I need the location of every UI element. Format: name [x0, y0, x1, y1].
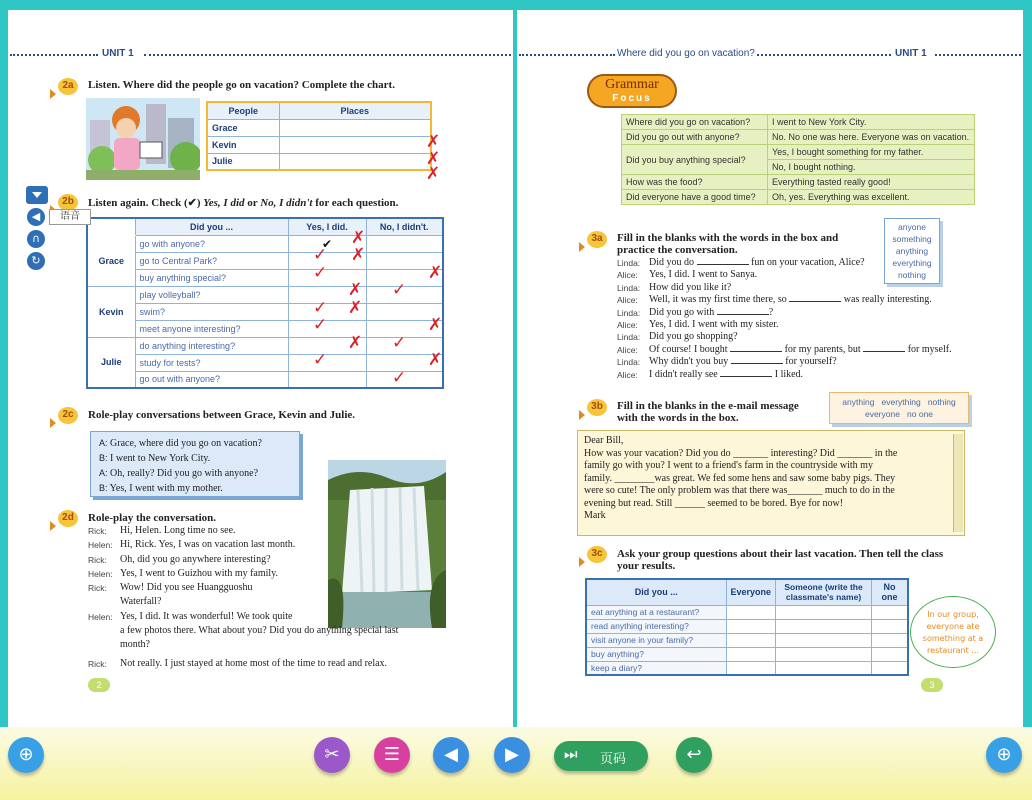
- chart-2a: [206, 101, 432, 171]
- survey-cell[interactable]: [872, 661, 908, 675]
- blank-input[interactable]: [720, 376, 772, 377]
- badge-3a: 3a: [579, 231, 607, 253]
- chevron-down-icon: [32, 192, 42, 198]
- badge-2a: 2a: [50, 78, 78, 100]
- survey-cell[interactable]: [726, 661, 776, 675]
- blank-input[interactable]: [789, 301, 841, 302]
- place-input-julie[interactable]: [279, 153, 431, 170]
- page-number-right: 3: [921, 678, 943, 692]
- table-row: Julie do anything interesting?: [87, 337, 443, 354]
- table-row: swim?: [87, 303, 443, 320]
- blank-input[interactable]: [730, 351, 782, 352]
- table-row: go to Central Park?: [87, 252, 443, 269]
- headphones-icon[interactable]: ∩: [27, 230, 45, 248]
- chart-2b: [86, 217, 444, 389]
- table-row: keep a diary?: [586, 661, 908, 675]
- survey-cell[interactable]: [776, 661, 872, 675]
- person-julie: Julie: [87, 337, 135, 388]
- red-check-mark: ✓: [392, 368, 407, 388]
- survey-cell[interactable]: [872, 605, 908, 619]
- tools-icon: ✂: [324, 744, 340, 765]
- right-header-title: Where did you go on vacation?: [617, 48, 755, 59]
- waterfall-photo: [328, 460, 446, 628]
- survey-cell[interactable]: [872, 619, 908, 633]
- dialog-2c: A: Grace, where did you go on vacation? B: I went to New York City. A: Oh, really? Did you go with anyone? B: Yes, I went with my mother.: [90, 431, 300, 497]
- table-row: Where did you go on vacation? I went to New York City.: [622, 115, 975, 130]
- table-row: No, I bought nothing.: [622, 160, 975, 175]
- survey-cell[interactable]: [726, 619, 776, 633]
- table-row: Kevin: [207, 136, 431, 153]
- previous-page-button[interactable]: [433, 737, 469, 773]
- table-row: buy anything?: [586, 647, 908, 661]
- table-row: How was the food? Everything tasted really good!: [622, 175, 975, 190]
- instruction-2c: Role-play conversations between Grace, Kevin and Julie.: [88, 409, 356, 421]
- zoom-in-right-button[interactable]: [986, 737, 1022, 773]
- email-message[interactable]: Dear Bill, How was your vacation? Did you do _______ interesting? Did _______ in the family go with you? I went to a friend's farm in the countryside with my family. ________was great. We fed some hens and saw some baby pigs. They were so cute! The only problem was that there was_______ much to do in the evening but read. Still ______ seemed to be bored. Bye for now! Mark: [577, 430, 965, 536]
- speaker-icon[interactable]: ◀: [27, 208, 45, 226]
- yes-cell[interactable]: ✔: [288, 235, 366, 252]
- table-row: Did you buy anything special? Yes, I bought something for my father.: [622, 145, 975, 160]
- yes-cell[interactable]: [288, 371, 366, 388]
- red-cross-mark: ✗: [426, 164, 441, 184]
- table-row: Grace go with anyone? ✔: [87, 235, 443, 252]
- blank-input[interactable]: [863, 351, 905, 352]
- grammar-table: [621, 114, 975, 205]
- survey-cell[interactable]: [726, 647, 776, 661]
- col-places: Places: [279, 102, 431, 119]
- table-row: eat anything at a restaurant?: [586, 605, 908, 619]
- red-cross-mark: ✗: [426, 132, 441, 152]
- word-box-3b: anything everything nothing everyone no one: [829, 392, 969, 424]
- return-button[interactable]: [676, 737, 712, 773]
- page-number-left: 2: [88, 678, 110, 692]
- page-jump-button[interactable]: [554, 741, 648, 771]
- instruction-2d: Role-play the conversation.: [88, 512, 217, 524]
- badge-2c: 2c: [50, 407, 78, 429]
- arrow-right-icon: ▶: [505, 744, 519, 765]
- red-cross-mark: ✗: [428, 263, 443, 283]
- table-row: study for tests?: [87, 354, 443, 371]
- red-cross-mark: ✗: [351, 245, 366, 265]
- tools-button[interactable]: [314, 737, 350, 773]
- red-check-mark: ✓: [313, 315, 328, 335]
- badge-2d: 2d: [50, 510, 78, 532]
- blank-input[interactable]: [717, 314, 769, 315]
- red-check-mark: ✓: [392, 280, 407, 300]
- table-row: meet anyone interesting?: [87, 320, 443, 337]
- survey-cell[interactable]: [726, 633, 776, 647]
- right-unit-label: UNIT 1: [895, 48, 927, 59]
- red-cross-mark: ✗: [348, 298, 363, 318]
- fast-forward-icon: ⏭: [564, 745, 578, 763]
- survey-cell[interactable]: [726, 605, 776, 619]
- red-check-mark: ✓: [313, 298, 328, 318]
- table-row: Julie: [207, 153, 431, 170]
- survey-cell[interactable]: [776, 633, 872, 647]
- conversation-2d: Rick: Hi, Helen. Long time no see. Helen: Hi, Rick. Yes, I was on vacation last month. Rick: Oh, did you go anywhere interesting? Helen: Yes, I went to Guizhou with my family. Rick: Wow! Did you see Huangguoshu Waterfall? Helen: Yes, I did. It was wonderful! We took quite a few photos there. What about you? Did you do anything special last month? Rick: Not really. I just stayed at home most of the time to read and relax.: [88, 525, 399, 669]
- red-cross-mark: ✗: [426, 149, 441, 169]
- instruction-3a: Fill in the blanks with the words in the box and practice the conversation.: [617, 232, 839, 256]
- instruction-3c: Ask your group questions about their last vacation. Then tell the class your results.: [617, 548, 944, 572]
- no-cell[interactable]: [366, 235, 443, 252]
- zoom-in-left-button[interactable]: [8, 737, 44, 773]
- instruction-3b: Fill in the blanks in the e-mail message with the words in the box.: [617, 400, 799, 424]
- left-header: [8, 47, 513, 63]
- zoom-in-icon: ⊕: [18, 744, 34, 765]
- red-cross-mark: ✗: [428, 350, 443, 370]
- place-input-grace[interactable]: [279, 119, 431, 136]
- table-row: Grace: [207, 119, 431, 136]
- survey-cell[interactable]: [776, 605, 872, 619]
- red-cross-mark: ✗: [351, 228, 366, 248]
- zoom-in-icon: ⊕: [996, 744, 1012, 765]
- table-row: Did everyone have a good time? Oh, yes. Everything was excellent.: [622, 190, 975, 205]
- col-did-you: Did you ...: [135, 218, 288, 235]
- return-icon: ↩: [686, 744, 702, 765]
- grammar-focus-badge: Grammar Focus: [587, 74, 677, 108]
- page-jump-label: 页码: [600, 752, 627, 767]
- listening-illustration: [86, 98, 200, 180]
- list-icon: ☰: [383, 744, 401, 765]
- left-page: [8, 10, 513, 727]
- red-cross-mark: ✗: [428, 315, 443, 335]
- red-cross-mark: ✗: [348, 333, 363, 353]
- instruction-2a: Listen. Where did the people go on vacation? Complete the chart.: [88, 79, 395, 91]
- email-scrollbar[interactable]: [953, 434, 963, 532]
- conversation-3a: Linda: Did you do fun on your vacation, Alice? Alice: Yes, I did. I went to Sanya. Linda: How did you like it? Alice: Well, it was my first time there, so was really interesting. Linda: Did you go with ? Alice: Yes, I did. I went with my sister. Linda: Did you go shopping? Alice: Of course! I bought for my parents, but for myself. Linda: Why didn't you buy for yourself? Alice: I didn't really see I liked.: [617, 257, 952, 380]
- table-row: go out with anyone?: [87, 371, 443, 388]
- menu-button[interactable]: [374, 737, 410, 773]
- red-cross-mark: ✗: [348, 280, 363, 300]
- right-header: [517, 47, 1023, 63]
- survey-cell[interactable]: [776, 619, 872, 633]
- blank-input[interactable]: [731, 363, 783, 364]
- next-page-button[interactable]: [494, 737, 530, 773]
- red-check-mark: ✓: [313, 350, 328, 370]
- right-page: [517, 10, 1023, 727]
- bottom-toolbar: [0, 727, 1032, 800]
- dropdown-toggle[interactable]: [26, 186, 48, 204]
- survey-cell[interactable]: [872, 647, 908, 661]
- word-box-3a: anyone something anything everything nothing: [884, 218, 940, 284]
- badge-2b: 2b: [50, 194, 78, 216]
- table-row: buy anything special?: [87, 269, 443, 286]
- person-kevin: Kevin: [87, 286, 135, 337]
- badge-3b: 3b: [579, 399, 607, 421]
- col-yes: Yes, I did.: [288, 218, 366, 235]
- person-grace: Grace: [87, 235, 135, 286]
- table-row: Kevin play volleyball?: [87, 286, 443, 303]
- col-people: People: [207, 102, 279, 119]
- arrow-left-icon: ◀: [444, 744, 458, 765]
- blank-input[interactable]: [697, 264, 749, 265]
- table-row: visit anyone in your family?: [586, 633, 908, 647]
- col-no: No, I didn't.: [366, 218, 443, 235]
- survey-cell[interactable]: [776, 647, 872, 661]
- left-unit-label: UNIT 1: [102, 48, 134, 59]
- speech-bubble: In our group, everyone ate something at a restaurant ...: [910, 596, 996, 668]
- survey-table: Did you ... Everyone Someone (write the classmate's name) No one eat anything at a restaurant? read anything interesting? visit anyone in your family? buy anything? keep a diary?: [585, 578, 909, 676]
- red-check-mark: ✓: [392, 333, 407, 353]
- red-check-mark: ✓: [313, 245, 328, 265]
- instruction-2b: Listen again. Check (✔) Yes, I did or No, I didn't for each question.: [88, 197, 399, 209]
- table-row: read anything interesting?: [586, 619, 908, 633]
- place-input-kevin[interactable]: [279, 136, 431, 153]
- badge-3c: 3c: [579, 546, 607, 568]
- red-check-mark: ✓: [313, 263, 328, 283]
- audio-label[interactable]: 语音: [49, 209, 91, 225]
- survey-cell[interactable]: [872, 633, 908, 647]
- table-row: Did you go out with anyone? No. No one was here. Everyone was on vacation.: [622, 130, 975, 145]
- replay-icon[interactable]: ↻: [27, 252, 45, 270]
